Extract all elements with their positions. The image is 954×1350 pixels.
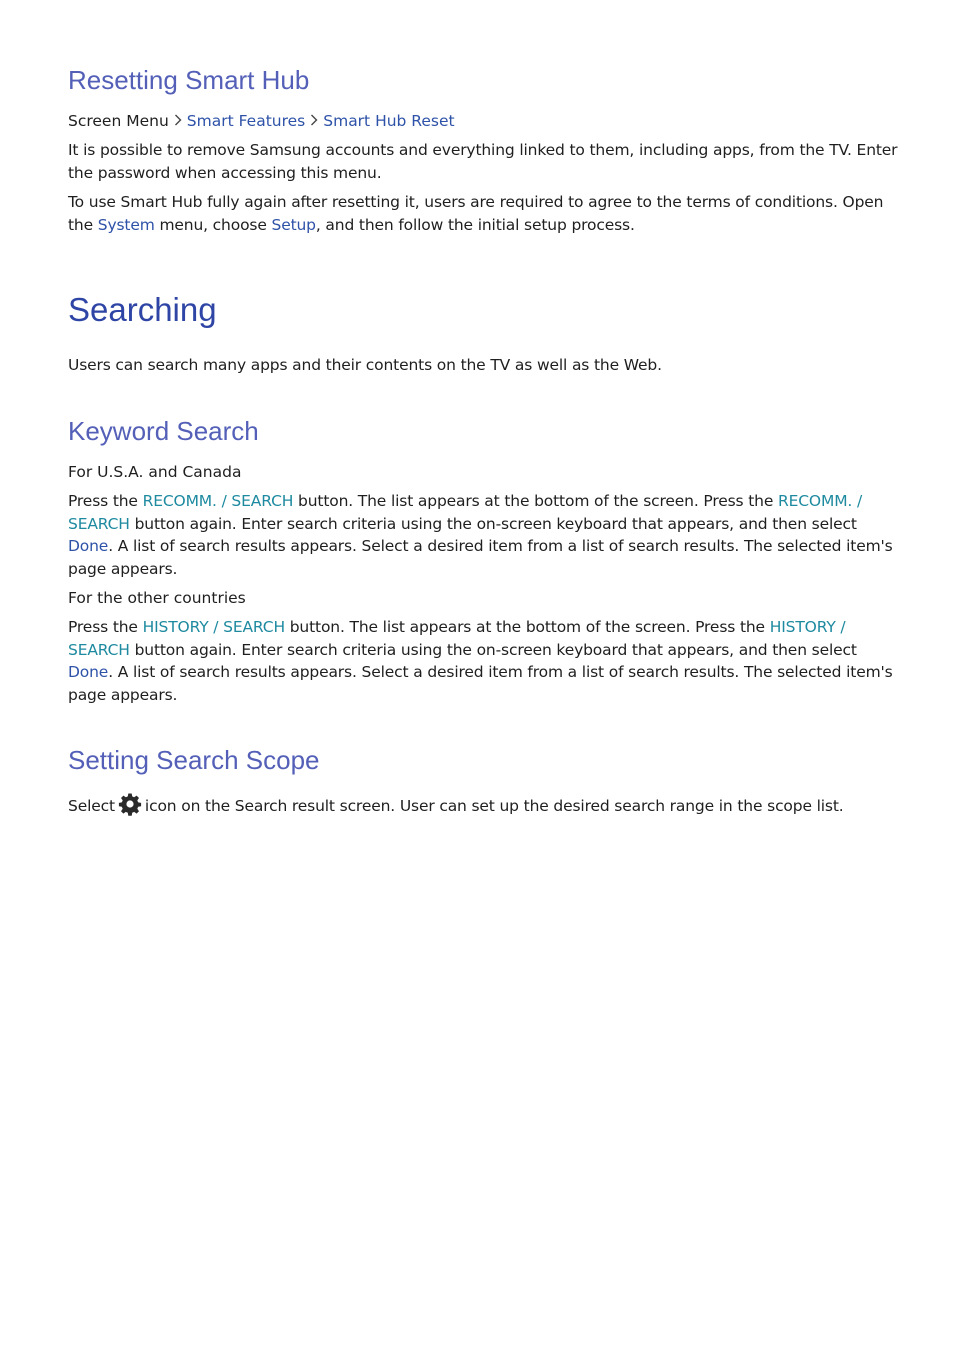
gear-icon [118,792,142,823]
usa-instructions: Press the RECOMM. / SEARCH button. The list appears at the bottom of the screen. Press the RECOMM. / SEARCH button again. Enter search criteria using the on-screen keyboard that appears, and then select Done. A list of search results appears. Select a desired item from a list of search results. The selected item's page appears. [68,492,893,579]
menu-path-root: Screen Menu [68,112,169,130]
menu-path-smart-hub-reset: Smart Hub Reset [323,112,455,130]
setting-search-scope-heading: Setting Search Scope [68,745,320,775]
resetting-smart-hub-heading: Resetting Smart Hub [68,65,310,95]
setup-menu-name: Setup [271,215,316,234]
reset-description: It is possible to remove Samsung accounts and everything linked to them, including apps, from the TV. Enter the password when accessing this menu. [68,141,898,182]
history-search-button-name: HISTORY / SEARCH [68,618,846,659]
history-search-button-name: HISTORY / SEARCH [142,618,285,636]
chevron-right-icon [310,110,318,132]
recomm-search-button-name: RECOMM. / SEARCH [68,492,863,533]
chevron-right-icon [174,110,182,132]
done-option-name: Done [68,537,109,556]
menu-path-smart-features: Smart Features [186,112,306,130]
menu-path [68,110,455,132]
system-menu-name: System [97,215,155,234]
scope-instructions: Select icon on the Search result screen. User can set up the desired search range in the scope list. [68,792,898,823]
other-countries-subheading: For the other countries [68,589,246,607]
done-option-name: Done [68,663,109,682]
reset-followup: To use Smart Hub fully again after resetting it, users are required to agree to the terms of conditions. Open the System menu, choose Setup, and then follow the initial setup process. [68,193,884,234]
other-instructions: Press the HISTORY / SEARCH button. The list appears at the bottom of the screen. Press the HISTORY / SEARCH button again. Enter search criteria using the on-screen keyboard that appears, and then select Done. A list of search results appears. Select a desired item from a list of search results. The selected item's page appears. [68,618,893,705]
searching-intro: Users can search many apps and their contents on the TV as well as the Web. [68,356,662,374]
keyword-search-heading: Keyword Search [68,416,259,446]
searching-title: Searching [68,291,217,328]
recomm-search-button-name: RECOMM. / SEARCH [142,492,294,510]
usa-canada-subheading: For U.S.A. and Canada [68,463,242,481]
